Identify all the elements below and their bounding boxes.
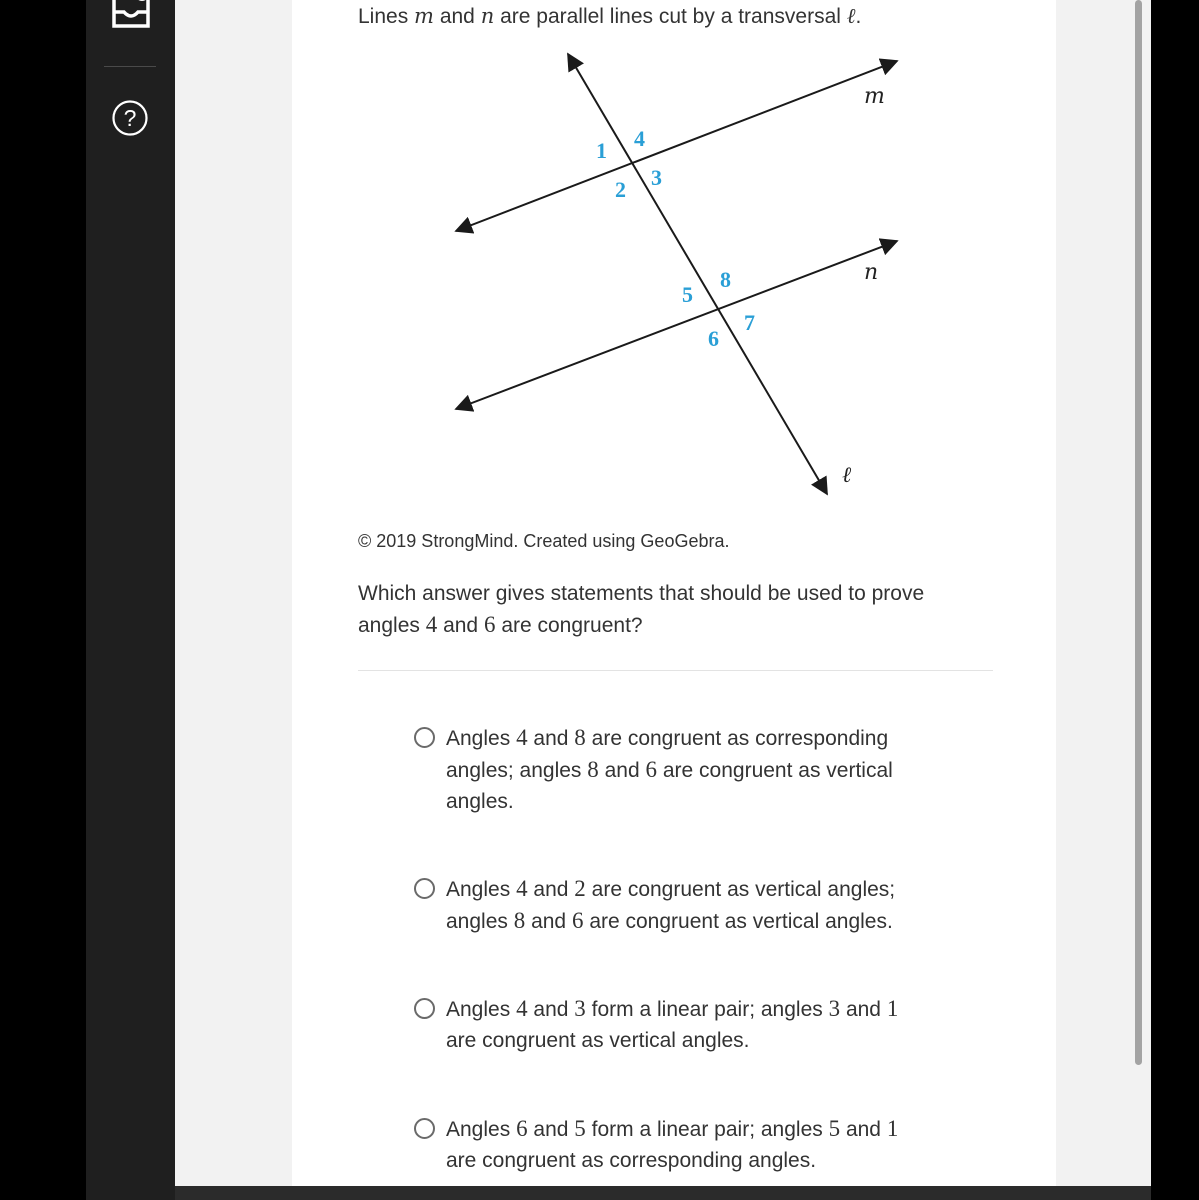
radio-button[interactable] xyxy=(414,1118,435,1139)
option-word: and xyxy=(533,1118,569,1141)
option-word: Angles xyxy=(446,1118,511,1141)
help-icon[interactable] xyxy=(111,99,149,137)
angle-label-7: 7 xyxy=(744,310,755,335)
radio-button[interactable] xyxy=(414,727,435,748)
var-m: m xyxy=(414,4,434,28)
option-text xyxy=(446,993,916,1056)
angle-label-3: 3 xyxy=(651,165,662,190)
option-number: 3 xyxy=(828,996,841,1021)
answer-option-1[interactable] xyxy=(414,722,934,817)
option-number: 4 xyxy=(516,996,528,1021)
option-word: are congruent as vertical angles. xyxy=(446,1029,750,1052)
right-frame xyxy=(1151,0,1199,1200)
option-text xyxy=(446,1113,916,1176)
option-word: are congruent as vertical angles; angles xyxy=(446,878,896,933)
option-number: 6 xyxy=(571,908,584,933)
option-word: are congruent as corresponding angles. xyxy=(446,1149,817,1172)
option-number: 1 xyxy=(886,1116,899,1141)
option-number: 8 xyxy=(587,757,599,782)
answer-option-2[interactable] xyxy=(414,873,934,937)
option-word: Angles xyxy=(446,998,511,1021)
option-word: and xyxy=(604,759,640,782)
label-m: m xyxy=(864,84,885,109)
radio-button[interactable] xyxy=(414,998,435,1019)
option-word: are congruent as vertical angles. xyxy=(589,910,893,933)
prompt-text: are congruent? xyxy=(501,614,643,637)
option-number: 1 xyxy=(886,996,899,1021)
radio-button[interactable] xyxy=(414,878,435,899)
option-word: and xyxy=(533,878,569,901)
option-number: 4 xyxy=(516,725,528,750)
option-word: and xyxy=(533,998,569,1021)
option-number: 6 xyxy=(645,757,658,782)
help-glyph: ? xyxy=(123,105,137,131)
option-number: 5 xyxy=(574,1116,586,1141)
angle-label-2: 2 xyxy=(615,177,626,202)
option-number: 2 xyxy=(574,876,586,901)
var-l: ℓ xyxy=(846,4,856,28)
question-prompt xyxy=(358,578,978,641)
copyright-note: © 2019 StrongMind. Created using GeoGebra. xyxy=(358,531,730,551)
angle-label-1: 1 xyxy=(596,138,607,163)
option-word: Angles xyxy=(446,727,511,750)
label-n: n xyxy=(864,260,879,285)
intro-text: Lines xyxy=(358,5,409,28)
divider xyxy=(358,670,993,671)
question-intro xyxy=(358,4,998,29)
option-word: and xyxy=(531,910,567,933)
transversal-l xyxy=(568,54,827,494)
option-text xyxy=(446,873,916,937)
option-word: are congruent as corresponding angles; angles xyxy=(446,727,889,782)
option-word: Angles xyxy=(446,878,511,901)
prompt-number: 4 xyxy=(425,612,438,637)
angle-label-4: 4 xyxy=(634,126,645,151)
prompt-text: Which answer gives statements that should be used to prove angles xyxy=(358,582,925,637)
angle-label-6: 6 xyxy=(708,326,719,351)
option-number: 3 xyxy=(574,996,586,1021)
scrollbar[interactable] xyxy=(1135,0,1142,1065)
answer-option-3[interactable] xyxy=(414,993,934,1056)
prompt-number: 6 xyxy=(483,612,496,637)
intro-text: and xyxy=(439,5,475,28)
angle-label-5: 5 xyxy=(682,282,693,307)
option-number: 8 xyxy=(513,908,526,933)
intro-text: are parallel lines cut by a transversal xyxy=(500,5,841,28)
option-number: 5 xyxy=(828,1116,841,1141)
left-gutter xyxy=(175,0,292,1188)
prompt-text: and xyxy=(443,614,479,637)
option-word: and xyxy=(845,998,881,1021)
option-number: 4 xyxy=(516,876,528,901)
line-n xyxy=(456,241,897,409)
option-word: and xyxy=(845,1118,881,1141)
var-n: n xyxy=(480,4,495,28)
option-number: 8 xyxy=(574,725,586,750)
option-word: form a linear pair; angles xyxy=(591,998,823,1021)
option-word: form a linear pair; angles xyxy=(591,1118,823,1141)
line-m xyxy=(456,61,897,231)
option-word: and xyxy=(533,727,569,750)
left-frame xyxy=(0,0,86,1200)
parallel-lines-diagram xyxy=(440,45,920,505)
label-l: ℓ xyxy=(842,463,852,488)
answer-option-4[interactable] xyxy=(414,1113,934,1176)
angle-label-8: 8 xyxy=(720,267,731,292)
intro-period: . xyxy=(855,5,862,28)
bottom-bar xyxy=(175,1186,1151,1200)
sidebar xyxy=(86,0,175,1200)
option-word: are congruent as vertical angles. xyxy=(446,759,893,813)
sidebar-divider xyxy=(104,66,156,67)
inbox-icon[interactable] xyxy=(108,0,154,32)
option-text xyxy=(446,722,916,817)
option-number: 6 xyxy=(516,1116,528,1141)
